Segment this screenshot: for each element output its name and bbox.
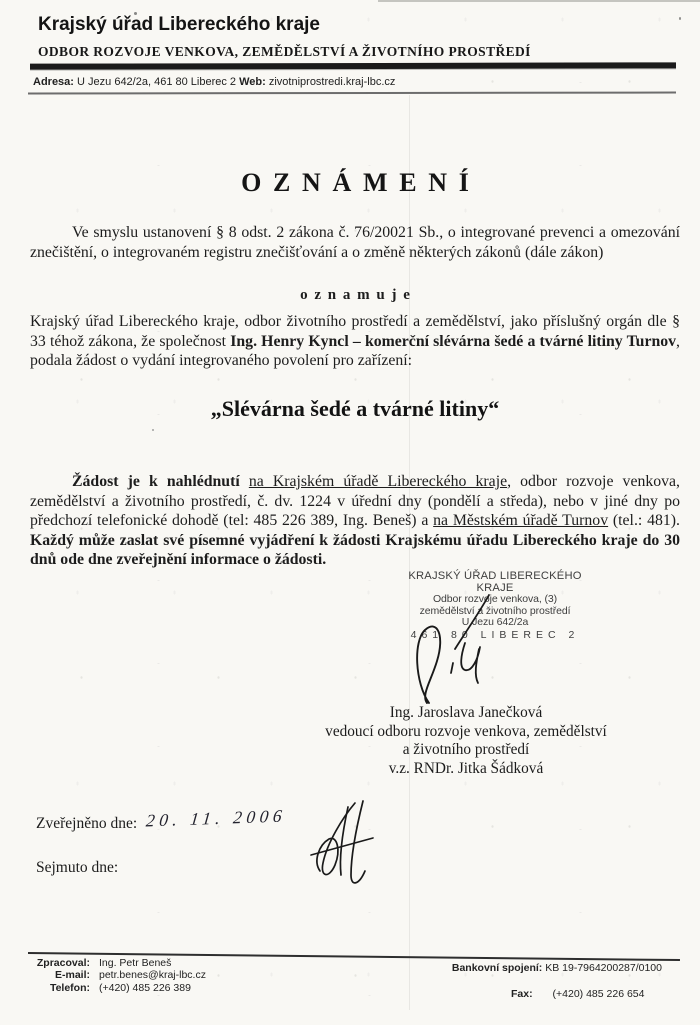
announce-word: oznamuje <box>300 287 417 303</box>
fax-value: (+420) 485 226 654 <box>552 988 645 1000</box>
footer-value: (+420) 485 226 389 <box>99 981 191 994</box>
fax-label: Fax: <box>511 988 533 1000</box>
body2-bold-lead: Žádost je k nahlédnutí <box>72 473 249 490</box>
footer-label: E-mail: <box>54 969 90 982</box>
signature-by-date <box>293 795 378 900</box>
footer-row-phone <box>36 982 206 994</box>
address-label: Adresa: <box>33 76 74 88</box>
signatory-block <box>270 704 662 778</box>
removed-date-label: Sejmuto dne: <box>36 859 119 876</box>
document-title: OZNÁMENÍ <box>241 168 481 197</box>
footer-label: Zpracoval: <box>36 957 90 969</box>
body-paragraph-2 <box>30 472 680 570</box>
bank-value: KB 19-7964200287/0100 <box>545 962 662 974</box>
letterhead-rule-thin <box>28 92 676 94</box>
signatory-role-line1: vedoucí odboru rozvoje venkova, zemědělství <box>325 722 607 740</box>
body2-text: , odbor rozvoje venkova, zemědělství a životního prostředí, č. dv. 1224 v úřední dny (pondělí a středa), nebo v jiné dny po předchozí telefonické dohodě (tel: 485 226 389, Ing. Beneš) a <box>30 473 681 530</box>
footer-bank-row <box>452 962 662 974</box>
web-value: zivotniprostredi.kraj-lbc.cz <box>268 76 396 88</box>
stamp-line: 461 80 LIBEREC 2 <box>410 628 580 641</box>
body1-text: Krajský úřad Libereckého kraje, odbor životního prostředí a zemědělství, jako příslušný orgán dle § 33 téhož zákona, že společnost <box>30 313 680 350</box>
department-name: ODBOR ROZVOJE VENKOVA, ZEMĚDĚLSTVÍ A ŽIVOTNÍHO PROSTŘEDÍ <box>38 44 531 59</box>
body-paragraph-1 <box>30 312 680 371</box>
footer-value: Ing. Petr Beneš <box>99 957 172 969</box>
body2-underlined-office: na Krajském úřadě Libereckého kraje <box>248 473 508 490</box>
footer-contact-block <box>36 957 206 994</box>
published-date-label: Zveřejněno dne: <box>36 815 138 832</box>
footer-fax-row <box>511 988 644 1000</box>
signatory-name: Ing. Jaroslava Janečková <box>389 704 543 721</box>
company-name: Ing. Henry Kyncl – komerční slévárna šedé a tvárné litiny Turnov <box>230 332 677 350</box>
letterhead-rule-thick <box>30 62 676 69</box>
body2-underlined-turnov: na Městském úřadě Turnov <box>433 512 609 530</box>
body2-text: (tel.: 481). <box>608 512 680 530</box>
scan-speck <box>679 17 681 20</box>
stamp-line: KRAJSKÝ ÚŘAD LIBERECKÉHO KRAJE <box>408 570 582 594</box>
intro-paragraph: Ve smyslu ustanovení § 8 odst. 2 zákona č. 76/20021 Sb., o integrované prevenci a omezování znečištění, o integrovaném registru znečišťování a o změně některých zákonů (dále zákon) <box>30 224 680 261</box>
facility-title: „Slévárna šedé a tvárné litiny“ <box>210 396 500 421</box>
organization-name: Krajský úřad Libereckého kraje <box>38 14 320 35</box>
footer-value: petr.benes@kraj-lbc.cz <box>99 969 206 982</box>
footer-row-email <box>36 969 206 981</box>
address-value: U Jezu 642/2a, 461 80 Liberec 2 <box>77 76 237 88</box>
stamp-line: zemědělství a životního prostředí <box>419 604 571 617</box>
body2-bold-notice: Každý může zaslat své písemné vyjádření k žádosti Krajskému úřadu Libereckého kraje do 30 dnů ode dne zveřejnění informace o žádosti. <box>30 531 680 569</box>
footer-label: Telefon: <box>49 981 90 994</box>
letterhead-address-row <box>33 76 395 88</box>
footer-row-author <box>36 957 206 969</box>
stamp-line: U Jezu 642/2a <box>461 616 529 629</box>
scan-edge-artifact <box>378 0 700 2</box>
signatory-deputy: v.z. RNDr. Jitka Šádková <box>388 759 544 777</box>
signatory-role-line2: a životního prostředí <box>402 741 530 759</box>
bank-label: Bankovní spojení: <box>451 962 543 974</box>
scan-speck <box>152 429 154 431</box>
body1-text: , podala žádost o vydání integrovaného povolení pro zařízení: <box>30 332 680 370</box>
signature-over-stamp <box>405 583 525 713</box>
published-date-handwritten: 20. 11. 2006 <box>145 805 288 831</box>
stamp-line: Odbor rozvoje venkova, (3) <box>432 593 558 606</box>
web-label: Web: <box>239 76 266 88</box>
